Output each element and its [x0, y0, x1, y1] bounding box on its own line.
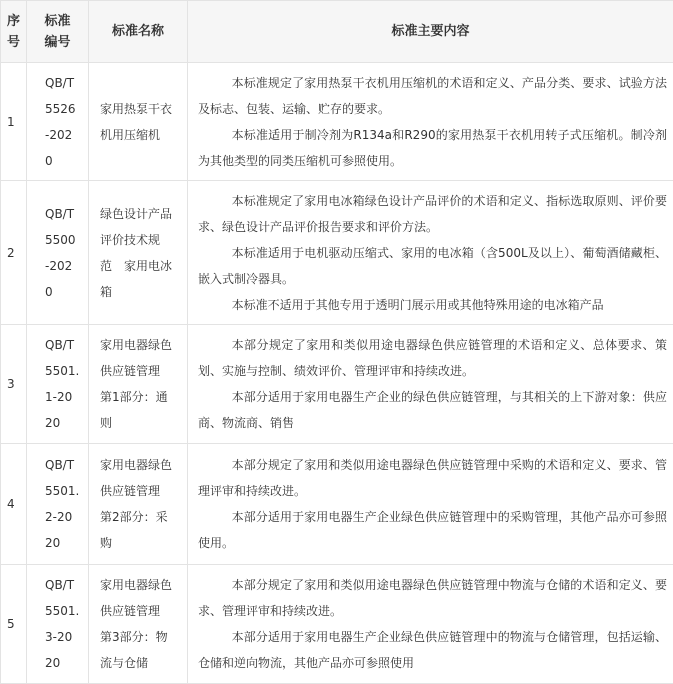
content-paragraph: 本标准不适用于其他专用于透明门展示用或其他特殊用途的电冰箱产品 [231, 297, 604, 312]
code-line: -202 [45, 127, 73, 142]
row-content [188, 565, 673, 684]
content-paragraph: 本部分规定了家用和类似用途电器绿色供应链管理的术语和定义、总体要求、策划、实施与控制、绩效评价、管理评审和持续改进。 [198, 338, 667, 378]
code-line: 0 [45, 284, 53, 299]
code-line: 5526 [45, 101, 76, 116]
name-line: 供应链管理 [100, 604, 161, 618]
code-line: QB/T [45, 206, 75, 221]
header-seq-line: 序 [6, 13, 20, 29]
name-line: 范 家用电冰 [100, 258, 173, 273]
code-line: QB/T [45, 458, 75, 472]
table-row [1, 325, 673, 444]
row-content [188, 444, 673, 565]
code-line: 5501. [45, 364, 80, 378]
code-line: 5501. [45, 604, 80, 618]
name-line: 第2部分：采 [100, 510, 168, 524]
content-paragraph: 本部分规定了家用和类似用途电器绿色供应链管理中采购的术语和定义、要求、管理评审和持续改进。 [198, 458, 667, 498]
table-row [1, 63, 673, 181]
table-body [1, 63, 673, 684]
code-line: QB/T [45, 338, 75, 352]
header-seq-line: 号 [6, 34, 20, 50]
content-paragraph: 本部分适用于家用电器生产企业绿色供应链管理中的物流与仓储管理，包括运输、仓储和逆向物流，其他产品亦可参照使用 [198, 630, 667, 670]
row-seq: 5 [1, 565, 27, 684]
name-line: 家用电器绿色 [100, 458, 173, 472]
content-paragraph: 本标准规定了家用电冰箱绿色设计产品评价的术语和定义、指标选取原则、评价要求、绿色设计产品评价报告要求和评价方法。 [198, 193, 667, 234]
code-line: 2-20 [45, 510, 73, 524]
name-line: 第1部分：通 [100, 390, 168, 404]
row-name [89, 565, 188, 684]
code-line: 5500 [45, 232, 76, 247]
code-line: -202 [45, 258, 73, 273]
row-name [89, 181, 188, 325]
header-row [1, 1, 673, 63]
row-code [27, 565, 89, 684]
code-line: 20 [45, 536, 61, 550]
header-code [27, 1, 89, 63]
row-code [27, 63, 89, 181]
name-line: 箱 [100, 284, 113, 299]
name-line: 机用压缩机 [100, 127, 161, 142]
row-seq: 3 [1, 325, 27, 444]
name-line: 评价技术规 [100, 232, 161, 247]
code-line: 3-20 [45, 630, 73, 644]
name-line: 家用电器绿色 [100, 338, 173, 352]
row-name [89, 444, 188, 565]
name-line: 供应链管理 [100, 484, 161, 498]
table-row [1, 181, 673, 325]
content-paragraph: 本标准适用于电机驱动压缩式、家用的电冰箱（含500L及以上）、葡萄酒储藏柜、嵌入式制冷器具。 [198, 245, 667, 286]
table-row [1, 565, 673, 684]
content-paragraph: 本部分适用于家用电器生产企业绿色供应链管理中的采购管理，其他产品亦可参照使用。 [198, 510, 667, 550]
name-line: 供应链管理 [100, 364, 161, 378]
name-line: 则 [100, 416, 113, 430]
row-code [27, 444, 89, 565]
name-line: 购 [100, 536, 113, 550]
header-name: 标准名称 [89, 1, 188, 63]
code-line: 1-20 [45, 390, 73, 404]
name-line: 第3部分：物 [100, 630, 168, 644]
row-content [188, 63, 673, 181]
row-seq: 1 [1, 63, 27, 181]
name-line: 家用热泵干衣 [100, 101, 173, 116]
row-content [188, 325, 673, 444]
content-paragraph: 本部分规定了家用和类似用途电器绿色供应链管理中物流与仓储的术语和定义、要求、管理评审和持续改进。 [198, 578, 667, 618]
code-line: QB/T [45, 75, 75, 90]
name-line: 绿色设计产品 [100, 206, 173, 221]
code-line: QB/T [45, 578, 75, 592]
header-code-line: 标准 [44, 13, 71, 29]
header-seq [1, 1, 27, 63]
content-paragraph: 本部分适用于家用电器生产企业的绿色供应链管理，与其相关的上下游对象：供应商、物流商、销售 [198, 390, 667, 430]
content-paragraph: 本标准适用于制冷剂为R134a和R290的家用热泵干衣机用转子式压缩机。制冷剂为其他类型的同类压缩机可参照使用。 [198, 127, 667, 168]
content-paragraph: 本标准规定了家用热泵干衣机用压缩机的术语和定义、产品分类、要求、试验方法及标志、包装、运输、贮存的要求。 [198, 75, 667, 116]
name-line: 流与仓储 [100, 656, 149, 670]
header-content: 标准主要内容 [188, 1, 673, 63]
table-header [1, 1, 673, 63]
row-name [89, 63, 188, 181]
row-content [188, 181, 673, 325]
code-line: 0 [45, 153, 53, 168]
row-seq: 2 [1, 181, 27, 325]
code-line: 20 [45, 416, 61, 430]
row-seq: 4 [1, 444, 27, 565]
header-code-line: 编号 [44, 34, 71, 50]
row-name [89, 325, 188, 444]
code-line: 5501. [45, 484, 80, 498]
code-line: 20 [45, 656, 61, 670]
name-line: 家用电器绿色 [100, 578, 173, 592]
table-row [1, 444, 673, 565]
row-code [27, 181, 89, 325]
row-code [27, 325, 89, 444]
